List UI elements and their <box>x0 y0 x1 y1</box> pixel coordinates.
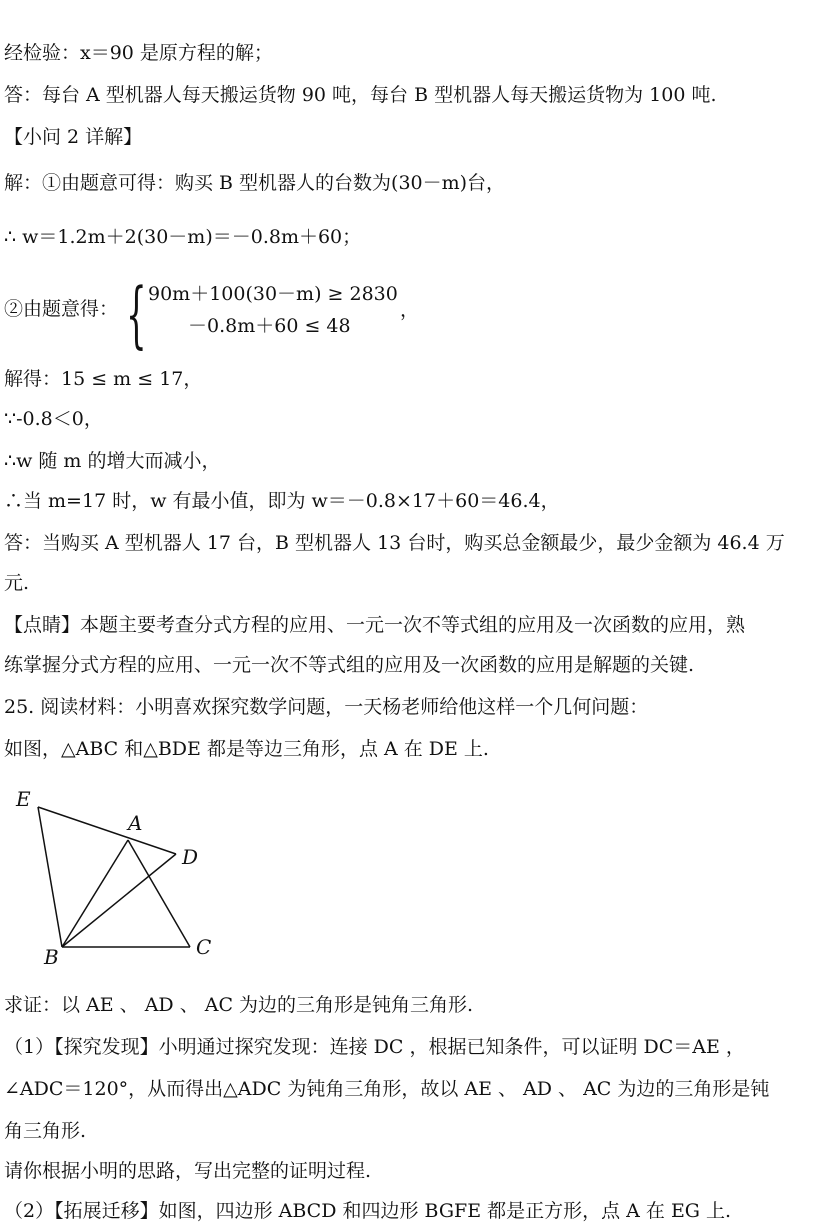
segment-AC <box>128 840 190 947</box>
text-line-21: 请你根据小明的思路，写出完整的证明过程. <box>4 1160 372 1182</box>
text-line-9: ∴w 随 m 的增大而减小， <box>4 450 221 472</box>
text-line-6: ②由题意得： <box>4 298 119 320</box>
segment-ED <box>38 807 176 854</box>
label-A: A <box>128 811 143 835</box>
text-line-10: ∴当 m=17 时，w 有最小值，即为 w＝－0.8×17＋60＝46.4， <box>4 490 560 512</box>
text-line-8: ∵-0.8＜0， <box>4 408 103 430</box>
text-line-2: 答：每台 A 型机器人每天搬运货物 90 吨，每台 B 型机器人每天搬运货物为 100 吨. <box>4 84 717 106</box>
label-C: C <box>196 935 212 959</box>
problem-25-title: 25. 阅读材料：小明喜欢探究数学问题，一天杨老师给他这样一个几何问题： <box>4 696 649 718</box>
text-line-4: 解：①由题意可得：购买 B 型机器人的台数为(30－m)台， <box>4 172 506 194</box>
section-heading: 【小问 2 详解】 <box>4 126 143 148</box>
text-line-22: （2）【拓展迁移】如图，四边形 ABCD 和四边形 BGFE 都是正方形，点 A 在 EG 上. <box>4 1200 732 1222</box>
system-equation-2: －0.8m＋60 ≤ 48 <box>188 315 351 337</box>
segment-AB <box>62 840 128 947</box>
text-line-18: （1）【探究发现】小明通过探究发现：连接 DC ，根据已知条件，可以证明 DC＝AE ， <box>4 1036 745 1058</box>
text-line-12: 元. <box>4 572 30 594</box>
text-line-5: ∴ w＝1.2m＋2(30－m)＝－0.8m＋60； <box>4 226 362 248</box>
text-line-17: 求证：以 AE 、 AD 、 AC 为边的三角形是钝角三角形. <box>4 994 474 1016</box>
label-E: E <box>16 787 31 811</box>
text-line-19: ∠ADC＝120°，从而得出△ADC 为钝角三角形，故以 AE 、 AD 、 AC 为边的三角形是钝 <box>4 1078 770 1100</box>
text-line-16: 如图，△ABC 和△BDE 都是等边三角形，点 A 在 DE 上. <box>4 738 489 760</box>
segment-EB <box>38 807 62 947</box>
system-tail: ， <box>400 299 420 321</box>
text-line-7: 解得：15 ≤ m ≤ 17， <box>4 368 203 390</box>
system-equation-1: 90m＋100(30－m) ≥ 2830 <box>148 283 398 305</box>
triangle-figure <box>10 782 230 972</box>
text-line-11: 答：当购买 A 型机器人 17 台，B 型机器人 13 台时，购买总金额最少，最少金额为 46.4 万 <box>4 532 785 554</box>
text-line-14: 练掌握分式方程的应用、一元一次不等式组的应用及一次函数的应用是解题的关键. <box>4 654 695 676</box>
text-line-13: 【点睛】本题主要考查分式方程的应用、一元一次不等式组的应用及一次函数的应用，熟 <box>4 614 746 636</box>
label-B: B <box>44 945 59 969</box>
text-line-20: 角三角形. <box>4 1120 87 1142</box>
text-line-1: 经检验：x＝90 是原方程的解； <box>4 42 273 64</box>
segment-BD <box>62 854 176 947</box>
system-brace: { <box>126 272 147 356</box>
label-D: D <box>182 845 199 869</box>
